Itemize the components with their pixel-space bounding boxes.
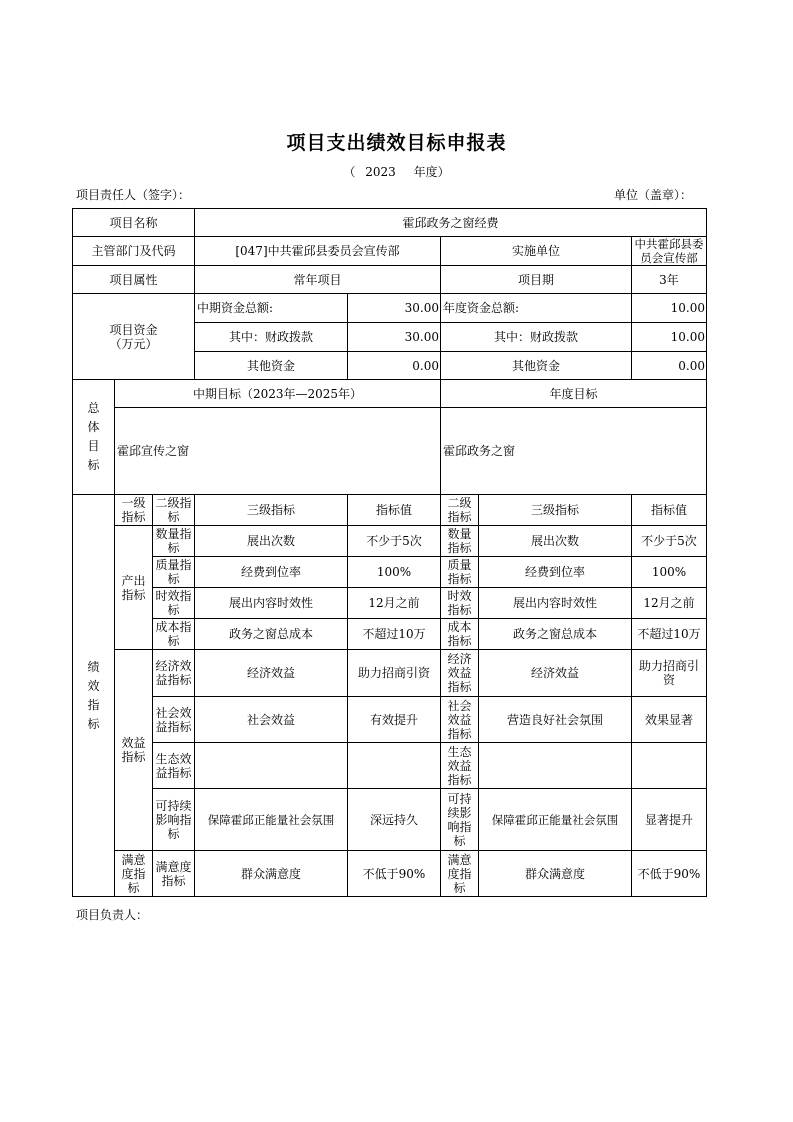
row-value-year: 助力招商引资 xyxy=(632,650,707,697)
indicator-row xyxy=(73,588,707,619)
row-funds-total xyxy=(73,294,707,323)
row-value-year: 不低于90% xyxy=(632,851,707,897)
row-l3-mid: 展出次数 xyxy=(195,526,348,557)
row-l3-mid: 社会效益 xyxy=(195,697,348,743)
row-value-year: 不少于5次 xyxy=(632,526,707,557)
page-title: 项目支出绩效目标申报表 xyxy=(286,132,507,154)
year-suffix: 年度） xyxy=(413,165,450,179)
row-l3-mid: 展出内容时效性 xyxy=(195,588,348,619)
row-l2-year: 可持续影响指标 xyxy=(441,789,479,851)
owner-label: 项目负责人： xyxy=(76,908,149,922)
col-level2-year: 二级指标 xyxy=(441,495,479,526)
row-l2-year: 成本指标 xyxy=(441,619,479,650)
row-value-mid: 有效提升 xyxy=(348,697,441,743)
row-l3-year: 群众满意度 xyxy=(479,851,632,897)
row-l3-year: 展出次数 xyxy=(479,526,632,557)
year-total-label: 年度资金总额: xyxy=(441,294,632,323)
year-fiscal-label: 其中：财政拨款 xyxy=(441,323,632,352)
output-indicator-label xyxy=(115,526,153,650)
funds-label xyxy=(73,294,195,380)
row-l2-mid: 满意度指标 xyxy=(153,851,195,897)
indicator-label-text: 绩效指标 xyxy=(87,659,100,731)
mid-total-value: 30.00 xyxy=(348,294,441,323)
mid-fiscal-label: 其中：财政拨款 xyxy=(195,323,348,352)
year-goal-header: 年度目标 xyxy=(441,380,707,408)
row-department xyxy=(73,237,707,266)
mid-fiscal-value: 30.00 xyxy=(348,323,441,352)
row-project-name xyxy=(73,209,707,237)
implementer-value: 中共霍邱县委员会宣传部 xyxy=(632,237,707,266)
col-value-year: 指标值 xyxy=(632,495,707,526)
row-attribute xyxy=(73,266,707,294)
satisfaction-indicator-text: 满意度指标 xyxy=(121,852,146,895)
mid-other-value: 0.00 xyxy=(348,352,441,380)
row-l3-year: 展出内容时效性 xyxy=(479,588,632,619)
row-l2-year: 生态效益指标 xyxy=(441,743,479,789)
year-fiscal-value: 10.00 xyxy=(632,323,707,352)
attribute-value: 常年项目 xyxy=(195,266,441,294)
row-l2-mid: 经济效益指标 xyxy=(153,650,195,697)
indicator-row xyxy=(73,697,707,743)
row-l2-year: 满意度指标 xyxy=(441,851,479,897)
col-level3-year: 三级指标 xyxy=(479,495,632,526)
row-l2-mid: 生态效益指标 xyxy=(153,743,195,789)
funds-label-text: 项目资金（万元） xyxy=(109,322,158,351)
row-value-mid: 不少于5次 xyxy=(348,526,441,557)
implementer-label: 实施单位 xyxy=(441,237,632,266)
row-value-mid: 深远持久 xyxy=(348,789,441,851)
period-label: 项目期 xyxy=(441,266,632,294)
row-value-year: 不超过10万 xyxy=(632,619,707,650)
row-l2-mid: 时效指标 xyxy=(153,588,195,619)
row-l3-year xyxy=(479,743,632,789)
row-l3-mid: 经济效益 xyxy=(195,650,348,697)
year-open: （ xyxy=(343,165,356,179)
indicator-row xyxy=(73,789,707,851)
row-l3-year: 经济效益 xyxy=(479,650,632,697)
satisfaction-indicator-label xyxy=(115,851,153,897)
department-value: [047]中共霍邱县委员会宣传部 xyxy=(195,237,441,266)
performance-form-table xyxy=(72,208,707,897)
indicator-row xyxy=(73,851,707,897)
row-value-mid: 助力招商引资 xyxy=(348,650,441,697)
row-l2-mid: 质量指标 xyxy=(153,557,195,588)
mid-other-label: 其他资金 xyxy=(195,352,348,380)
project-name-label: 项目名称 xyxy=(73,209,195,237)
indicator-row xyxy=(73,557,707,588)
indicator-row xyxy=(73,526,707,557)
row-value-mid: 不低于90% xyxy=(348,851,441,897)
row-value-mid: 12月之前 xyxy=(348,588,441,619)
indicator-label xyxy=(73,495,115,897)
row-l3-mid: 保障霍邱正能量社会氛围 xyxy=(195,789,348,851)
year-goal-text: 霍邱政务之窗 xyxy=(441,408,707,495)
row-l2-mid: 成本指标 xyxy=(153,619,195,650)
mid-goal-text: 霍邱宣传之窗 xyxy=(115,408,441,495)
col-level2-mid: 二级指标 xyxy=(153,495,195,526)
year-total-value: 10.00 xyxy=(632,294,707,323)
row-l3-mid: 经费到位率 xyxy=(195,557,348,588)
col-value-mid: 指标值 xyxy=(348,495,441,526)
row-l3-mid: 群众满意度 xyxy=(195,851,348,897)
output-indicator-text: 产出指标 xyxy=(121,573,146,602)
row-l2-year: 社会效益指标 xyxy=(441,697,479,743)
row-value-year: 100% xyxy=(632,557,707,588)
mid-goal-header: 中期目标（2023年—2025年） xyxy=(115,380,441,408)
overall-goal-text: 总体目标 xyxy=(87,401,100,472)
row-value-mid: 不超过10万 xyxy=(348,619,441,650)
row-l2-year: 经济效益指标 xyxy=(441,650,479,697)
row-value-year: 12月之前 xyxy=(632,588,707,619)
row-l3-year: 经费到位率 xyxy=(479,557,632,588)
row-value-year: 显著提升 xyxy=(632,789,707,851)
row-l2-mid: 数量指标 xyxy=(153,526,195,557)
responsible-label: 项目责任人（签字）： xyxy=(76,188,191,202)
row-l3-mid xyxy=(195,743,348,789)
row-goal-headers xyxy=(73,380,707,408)
year-value: 2023 xyxy=(365,165,396,179)
row-l2-year: 质量指标 xyxy=(441,557,479,588)
period-value: 3年 xyxy=(632,266,707,294)
indicator-row xyxy=(73,743,707,789)
row-l2-mid: 可持续影响指标 xyxy=(153,789,195,851)
row-l3-year: 保障霍邱正能量社会氛围 xyxy=(479,789,632,851)
row-value-mid: 100% xyxy=(348,557,441,588)
row-goal-content xyxy=(73,408,707,495)
benefit-indicator-label xyxy=(115,650,153,851)
col-level1: 一级指标 xyxy=(115,495,153,526)
unit-label: 单位（盖章）： xyxy=(613,188,692,202)
row-l2-year: 时效指标 xyxy=(441,588,479,619)
project-name-value: 霍邱政务之窗经费 xyxy=(195,209,707,237)
indicator-row xyxy=(73,619,707,650)
row-l3-year: 政务之窗总成本 xyxy=(479,619,632,650)
row-value-year xyxy=(632,743,707,789)
year-other-label: 其他资金 xyxy=(441,352,632,380)
row-l3-mid: 政务之窗总成本 xyxy=(195,619,348,650)
attribute-label: 项目属性 xyxy=(73,266,195,294)
row-l2-mid: 社会效益指标 xyxy=(153,697,195,743)
row-value-mid xyxy=(348,743,441,789)
year-line xyxy=(0,163,793,180)
indicator-row xyxy=(73,650,707,697)
benefit-indicator-text: 效益指标 xyxy=(121,736,146,764)
row-value-year: 效果显著 xyxy=(632,697,707,743)
mid-total-label: 中期资金总额: xyxy=(195,294,348,323)
year-other-value: 0.00 xyxy=(632,352,707,380)
row-indicator-headers xyxy=(73,495,707,526)
department-label: 主管部门及代码 xyxy=(73,237,195,266)
overall-goal-label xyxy=(73,380,115,495)
row-l3-year: 营造良好社会氛围 xyxy=(479,697,632,743)
row-l2-year: 数量指标 xyxy=(441,526,479,557)
col-level3-mid: 三级指标 xyxy=(195,495,348,526)
